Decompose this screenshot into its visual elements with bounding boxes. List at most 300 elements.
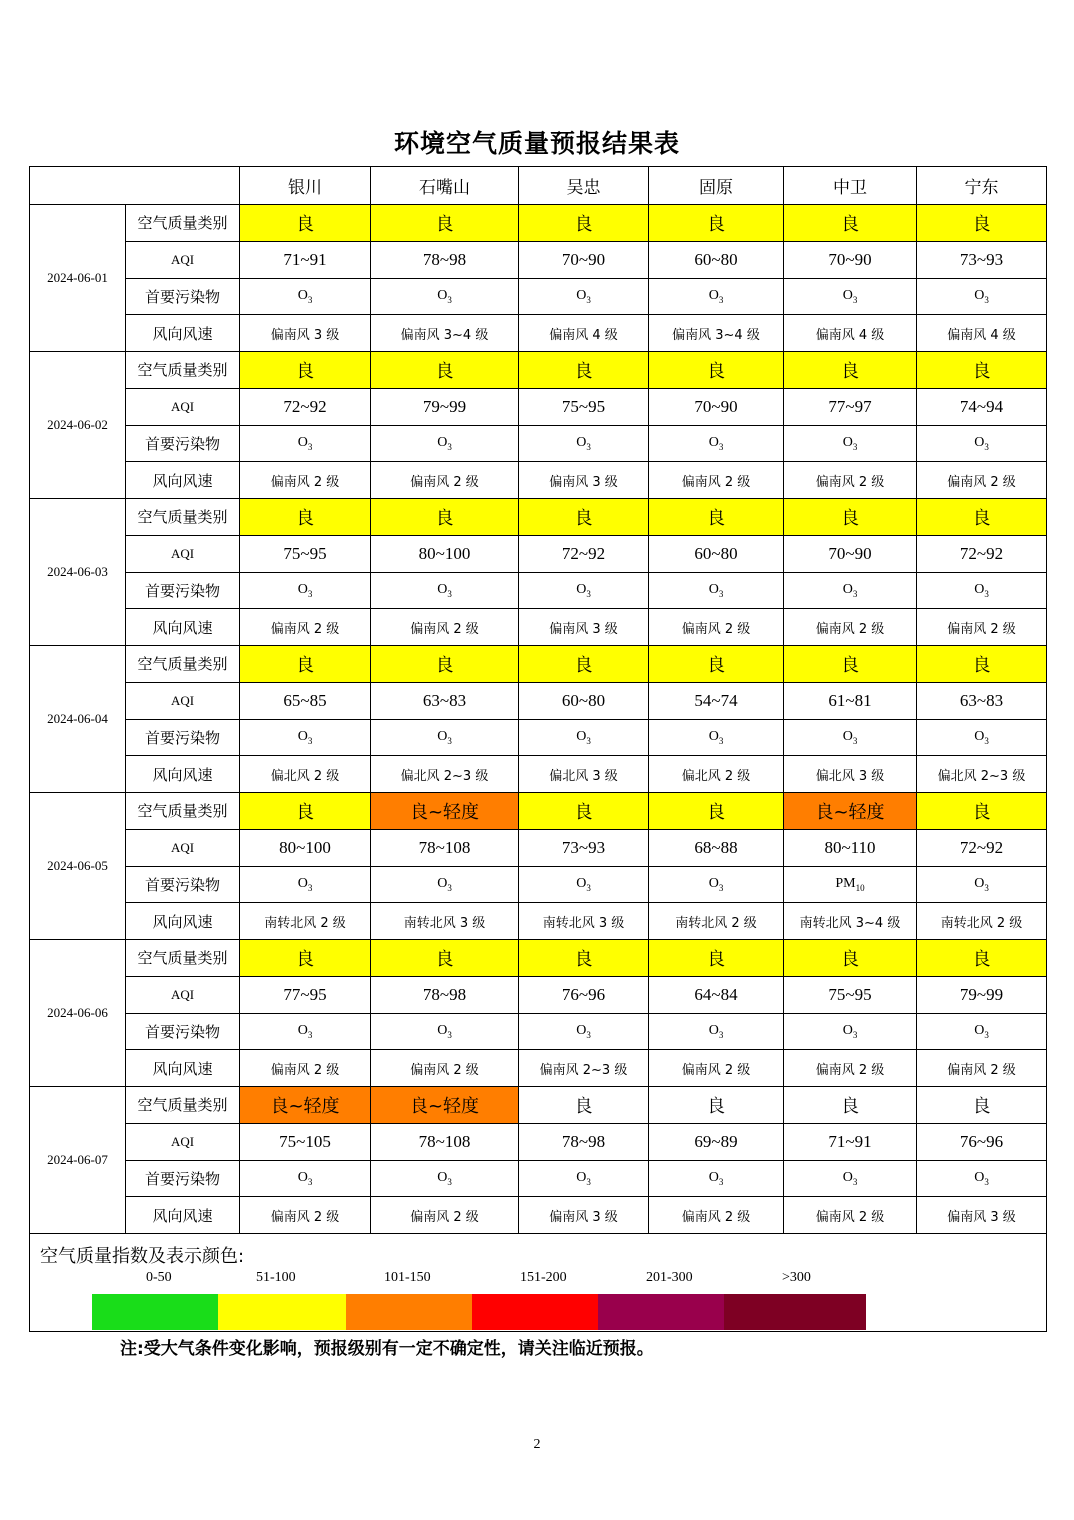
wind-cell: 南转北风 3~4 级 <box>784 903 917 940</box>
forecast-table <box>29 166 1047 1332</box>
pollutant-cell <box>917 719 1047 756</box>
pollutant-name: O <box>297 1022 308 1038</box>
forecast-row-category <box>30 940 1047 977</box>
category-cell: 良 <box>371 646 519 683</box>
pollutant-cell <box>240 719 371 756</box>
category-cell: 良 <box>371 499 519 536</box>
pollutant-name: O <box>576 1169 587 1185</box>
aqi-cell: 76~96 <box>519 976 649 1013</box>
pollutant-subscript: 3 <box>586 441 591 452</box>
wind-cell: 南转北风 3 级 <box>371 903 519 940</box>
pollutant-cell <box>240 278 371 315</box>
city-header-ningdong: 宁东 <box>917 167 1047 205</box>
legend-color-swatch <box>598 1294 724 1330</box>
category-cell: 良 <box>519 646 649 683</box>
pollutant-name: O <box>708 434 719 450</box>
pollutant-label: 首要污染物 <box>126 866 240 903</box>
pollutant-subscript: 3 <box>852 735 858 746</box>
pollutant-name: O <box>708 1169 719 1185</box>
aqi-cell: 79~99 <box>371 388 519 425</box>
forecast-row-pollutant <box>30 1013 1047 1050</box>
pollutant-subscript: 3 <box>984 1176 989 1187</box>
pollutant-subscript: 3 <box>984 1029 989 1040</box>
pollutant-cell <box>917 278 1047 315</box>
aqi-cell: 77~95 <box>240 976 371 1013</box>
pollutant-name: O <box>576 287 587 303</box>
forecast-row-pollutant <box>30 719 1047 756</box>
city-header-guyuan: 固原 <box>649 167 784 205</box>
pollutant-name: O <box>576 728 587 744</box>
aqi-label: AQI <box>126 829 240 866</box>
aqi-cell: 63~83 <box>917 682 1047 719</box>
forecast-row-wind <box>30 756 1047 793</box>
pollutant-subscript: 3 <box>447 1029 452 1040</box>
aqi-cell: 60~80 <box>649 535 784 572</box>
aqi-cell: 78~108 <box>371 1123 519 1160</box>
category-cell: 良 <box>371 940 519 977</box>
wind-label: 风向风速 <box>126 903 240 940</box>
pollutant-subscript: 3 <box>586 882 591 893</box>
pollutant-name: O <box>437 728 448 744</box>
forecast-row-category <box>30 646 1047 683</box>
pollutant-subscript: 3 <box>852 588 858 599</box>
wind-cell: 偏南风 4 级 <box>519 315 649 352</box>
date-cell: 2024-06-06 <box>30 940 126 1087</box>
wind-cell: 偏南风 2 级 <box>917 462 1047 499</box>
pollutant-subscript: 3 <box>307 1176 313 1187</box>
legend-range-label: 51-100 <box>256 1270 296 1285</box>
wind-cell: 偏北风 2~3 级 <box>917 756 1047 793</box>
category-cell: 良 <box>784 1087 917 1124</box>
wind-label: 风向风速 <box>126 462 240 499</box>
aqi-cell: 80~100 <box>371 535 519 572</box>
aqi-cell: 75~95 <box>784 976 917 1013</box>
aqi-cell: 75~95 <box>240 535 371 572</box>
aqi-cell: 70~90 <box>784 535 917 572</box>
pollutant-cell <box>519 278 649 315</box>
category-cell: 良 <box>649 499 784 536</box>
category-cell: 良 <box>917 793 1047 830</box>
category-cell: 良 <box>784 499 917 536</box>
wind-cell: 偏南风 3 级 <box>519 462 649 499</box>
category-label: 空气质量类别 <box>126 499 240 536</box>
wind-cell: 偏南风 2 级 <box>240 609 371 646</box>
pollutant-name: O <box>297 1169 308 1185</box>
page-number: 2 <box>533 1437 541 1452</box>
category-cell: 良 <box>519 352 649 389</box>
wind-cell: 偏南风 2 级 <box>649 462 784 499</box>
aqi-cell: 63~83 <box>371 682 519 719</box>
header-corner-cell <box>30 167 240 205</box>
legend-cell <box>30 1234 1047 1332</box>
aqi-cell: 65~85 <box>240 682 371 719</box>
category-cell: 良 <box>917 352 1047 389</box>
date-cell: 2024-06-03 <box>30 499 126 646</box>
pollutant-subscript: 3 <box>447 588 452 599</box>
wind-label: 风向风速 <box>126 609 240 646</box>
aqi-cell: 60~80 <box>519 682 649 719</box>
wind-cell: 偏南风 2 级 <box>649 609 784 646</box>
legend-color-swatch <box>346 1294 472 1330</box>
legend-range-label: 201-300 <box>646 1270 693 1285</box>
pollutant-cell <box>784 278 917 315</box>
pollutant-label: 首要污染物 <box>126 719 240 756</box>
pollutant-cell <box>519 1013 649 1050</box>
pollutant-cell <box>784 572 917 609</box>
pollutant-cell <box>371 719 519 756</box>
pollutant-name: O <box>576 434 587 450</box>
pollutant-subscript: 3 <box>984 882 989 893</box>
aqi-cell: 70~90 <box>649 388 784 425</box>
wind-label: 风向风速 <box>126 1197 240 1234</box>
aqi-label: AQI <box>126 1123 240 1160</box>
legend-range-label: >300 <box>782 1270 811 1285</box>
category-cell: 良 <box>917 205 1047 242</box>
wind-cell: 偏南风 2 级 <box>240 1050 371 1087</box>
header-row <box>30 167 1047 205</box>
pollutant-cell <box>240 572 371 609</box>
category-cell: 良 <box>240 793 371 830</box>
category-cell: 良 <box>649 940 784 977</box>
pollutant-cell <box>649 278 784 315</box>
aqi-cell: 71~91 <box>784 1123 917 1160</box>
page-title: 环境空气质量预报结果表 <box>393 129 680 158</box>
pollutant-subscript: 3 <box>984 441 989 452</box>
wind-cell: 偏南风 2 级 <box>371 462 519 499</box>
city-header-zhongwei: 中卫 <box>784 167 917 205</box>
aqi-label: AQI <box>126 388 240 425</box>
wind-cell: 偏北风 3 级 <box>784 756 917 793</box>
wind-cell: 偏北风 2 级 <box>240 756 371 793</box>
pollutant-name: PM <box>835 875 856 891</box>
wind-cell: 偏北风 3 级 <box>519 756 649 793</box>
forecast-row-wind <box>30 315 1047 352</box>
pollutant-subscript: 10 <box>855 882 865 893</box>
category-cell: 良 <box>649 793 784 830</box>
pollutant-name: O <box>297 287 308 303</box>
pollutant-cell <box>917 572 1047 609</box>
legend-range-label: 151-200 <box>520 1270 567 1285</box>
pollutant-name: O <box>974 728 985 744</box>
aqi-cell: 68~88 <box>649 829 784 866</box>
wind-cell: 偏南风 2 级 <box>649 1197 784 1234</box>
aqi-cell: 60~80 <box>649 241 784 278</box>
forecast-row-pollutant <box>30 572 1047 609</box>
aqi-cell: 72~92 <box>240 388 371 425</box>
pollutant-name: O <box>437 875 448 891</box>
category-cell: 良 <box>784 940 917 977</box>
forecast-row-aqi <box>30 241 1047 278</box>
wind-cell: 偏北风 2~3 级 <box>371 756 519 793</box>
pollutant-name: O <box>708 1022 719 1038</box>
pollutant-cell <box>649 719 784 756</box>
category-cell: 良 <box>784 646 917 683</box>
date-cell: 2024-06-04 <box>30 646 126 793</box>
forecast-row-pollutant <box>30 1160 1047 1197</box>
pollutant-subscript: 3 <box>718 735 724 746</box>
pollutant-cell <box>371 425 519 462</box>
pollutant-name: O <box>437 1022 448 1038</box>
pollutant-name: O <box>297 434 308 450</box>
aqi-cell: 78~98 <box>519 1123 649 1160</box>
aqi-cell: 73~93 <box>519 829 649 866</box>
pollutant-name: O <box>974 1169 985 1185</box>
pollutant-name: O <box>974 875 985 891</box>
forecast-note: 注:受大气条件变化影响，预报级别有一定不确定性，请关注临近预报。 <box>120 1339 654 1359</box>
pollutant-name: O <box>842 1169 853 1185</box>
wind-cell: 南转北风 3 级 <box>519 903 649 940</box>
forecast-row-wind <box>30 903 1047 940</box>
pollutant-subscript: 3 <box>586 735 591 746</box>
city-header-yinchuan: 银川 <box>240 167 371 205</box>
wind-label: 风向风速 <box>126 756 240 793</box>
aqi-cell: 70~90 <box>519 241 649 278</box>
pollutant-name: O <box>708 287 719 303</box>
pollutant-name: O <box>842 581 853 597</box>
pollutant-cell <box>784 719 917 756</box>
wind-cell: 偏南风 2 级 <box>917 1050 1047 1087</box>
pollutant-subscript: 3 <box>307 294 313 305</box>
legend-range-label: 101-150 <box>384 1270 431 1285</box>
aqi-cell: 70~90 <box>784 241 917 278</box>
category-cell: 良~轻度 <box>371 1087 519 1124</box>
pollutant-cell <box>519 572 649 609</box>
category-cell: 良 <box>649 646 784 683</box>
pollutant-subscript: 3 <box>586 1176 591 1187</box>
category-cell: 良 <box>371 352 519 389</box>
wind-cell: 偏南风 2 级 <box>784 1197 917 1234</box>
pollutant-name: O <box>974 287 985 303</box>
pollutant-cell <box>784 425 917 462</box>
pollutant-subscript: 3 <box>852 441 858 452</box>
forecast-row-aqi <box>30 976 1047 1013</box>
pollutant-subscript: 3 <box>586 294 591 305</box>
pollutant-name: O <box>437 287 448 303</box>
wind-cell: 偏南风 3 级 <box>519 1197 649 1234</box>
wind-cell: 偏北风 2 级 <box>649 756 784 793</box>
forecast-row-pollutant <box>30 425 1047 462</box>
pollutant-label: 首要污染物 <box>126 572 240 609</box>
pollutant-cell <box>784 866 917 903</box>
pollutant-cell <box>371 1013 519 1050</box>
forecast-row-aqi <box>30 829 1047 866</box>
pollutant-subscript: 3 <box>984 294 989 305</box>
pollutant-cell <box>371 1160 519 1197</box>
aqi-cell: 75~95 <box>519 388 649 425</box>
wind-label: 风向风速 <box>126 315 240 352</box>
aqi-cell: 78~108 <box>371 829 519 866</box>
wind-cell: 偏南风 2 级 <box>784 609 917 646</box>
pollutant-subscript: 3 <box>307 882 313 893</box>
wind-cell: 偏南风 2~3 级 <box>519 1050 649 1087</box>
category-cell: 良 <box>240 205 371 242</box>
forecast-table-body <box>30 167 1047 1332</box>
pollutant-cell <box>649 572 784 609</box>
aqi-cell: 72~92 <box>917 829 1047 866</box>
wind-cell: 偏南风 2 级 <box>240 1197 371 1234</box>
category-cell: 良 <box>240 940 371 977</box>
category-cell: 良 <box>519 499 649 536</box>
pollutant-name: O <box>842 287 853 303</box>
aqi-cell: 78~98 <box>371 976 519 1013</box>
pollutant-subscript: 3 <box>852 1029 858 1040</box>
aqi-cell: 78~98 <box>371 241 519 278</box>
category-cell: 良 <box>917 1087 1047 1124</box>
pollutant-name: O <box>974 434 985 450</box>
pollutant-name: O <box>297 875 308 891</box>
legend-color-swatch <box>472 1294 598 1330</box>
pollutant-subscript: 3 <box>718 1176 724 1187</box>
pollutant-cell <box>917 1013 1047 1050</box>
aqi-cell: 77~97 <box>784 388 917 425</box>
forecast-row-category <box>30 352 1047 389</box>
category-cell: 良 <box>649 352 784 389</box>
aqi-cell: 79~99 <box>917 976 1047 1013</box>
pollutant-cell <box>519 425 649 462</box>
pollutant-cell <box>240 866 371 903</box>
category-cell: 良 <box>519 793 649 830</box>
forecast-row-aqi <box>30 535 1047 572</box>
category-cell: 良 <box>240 646 371 683</box>
aqi-cell: 71~91 <box>240 241 371 278</box>
pollutant-cell <box>917 425 1047 462</box>
pollutant-name: O <box>437 434 448 450</box>
wind-cell: 偏南风 4 级 <box>917 315 1047 352</box>
pollutant-cell <box>519 866 649 903</box>
wind-cell: 偏南风 3~4 级 <box>371 315 519 352</box>
forecast-row-pollutant <box>30 866 1047 903</box>
category-cell: 良 <box>519 205 649 242</box>
aqi-cell: 72~92 <box>917 535 1047 572</box>
category-label: 空气质量类别 <box>126 1087 240 1124</box>
pollutant-subscript: 3 <box>852 294 858 305</box>
pollutant-cell <box>371 278 519 315</box>
pollutant-cell <box>240 1013 371 1050</box>
pollutant-subscript: 3 <box>447 294 452 305</box>
category-cell: 良 <box>240 352 371 389</box>
pollutant-name: O <box>708 728 719 744</box>
category-label: 空气质量类别 <box>126 646 240 683</box>
category-cell: 良 <box>917 646 1047 683</box>
pollutant-subscript: 3 <box>718 1029 724 1040</box>
pollutant-subscript: 3 <box>852 1176 858 1187</box>
pollutant-label: 首要污染物 <box>126 1013 240 1050</box>
wind-cell: 偏南风 3 级 <box>240 315 371 352</box>
pollutant-name: O <box>708 875 719 891</box>
forecast-row-category <box>30 793 1047 830</box>
category-cell: 良 <box>917 940 1047 977</box>
wind-cell: 南转北风 2 级 <box>917 903 1047 940</box>
city-header-wuzhong: 吴忠 <box>519 167 649 205</box>
category-cell: 良 <box>784 352 917 389</box>
pollutant-name: O <box>576 1022 587 1038</box>
aqi-cell: 74~94 <box>917 388 1047 425</box>
forecast-row-aqi <box>30 1123 1047 1160</box>
date-cell: 2024-06-02 <box>30 352 126 499</box>
pollutant-name: O <box>842 728 853 744</box>
pollutant-name: O <box>974 581 985 597</box>
pollutant-name: O <box>708 581 719 597</box>
pollutant-name: O <box>297 728 308 744</box>
category-cell: 良~轻度 <box>371 793 519 830</box>
pollutant-subscript: 3 <box>718 588 724 599</box>
wind-cell: 偏南风 2 级 <box>240 462 371 499</box>
pollutant-cell <box>649 866 784 903</box>
pollutant-subscript: 3 <box>447 882 452 893</box>
wind-cell: 偏南风 2 级 <box>784 1050 917 1087</box>
legend-color-swatch <box>92 1294 218 1330</box>
wind-label: 风向风速 <box>126 1050 240 1087</box>
pollutant-subscript: 3 <box>586 588 591 599</box>
wind-cell: 偏南风 3 级 <box>519 609 649 646</box>
forecast-row-pollutant <box>30 278 1047 315</box>
aqi-cell: 69~89 <box>649 1123 784 1160</box>
category-cell: 良 <box>917 499 1047 536</box>
forecast-row-aqi <box>30 682 1047 719</box>
pollutant-cell <box>371 866 519 903</box>
pollutant-name: O <box>576 875 587 891</box>
pollutant-subscript: 3 <box>307 1029 313 1040</box>
pollutant-subscript: 3 <box>718 441 724 452</box>
pollutant-cell <box>649 1013 784 1050</box>
category-label: 空气质量类别 <box>126 793 240 830</box>
wind-cell: 偏南风 3~4 级 <box>649 315 784 352</box>
wind-cell: 偏南风 3 级 <box>917 1197 1047 1234</box>
category-cell: 良 <box>649 1087 784 1124</box>
aqi-label: AQI <box>126 682 240 719</box>
pollutant-label: 首要污染物 <box>126 425 240 462</box>
category-cell: 良 <box>649 205 784 242</box>
category-cell: 良 <box>519 940 649 977</box>
wind-cell: 偏南风 2 级 <box>917 609 1047 646</box>
wind-cell: 偏南风 2 级 <box>371 609 519 646</box>
pollutant-subscript: 3 <box>447 735 452 746</box>
pollutant-subscript: 3 <box>718 882 724 893</box>
aqi-label: AQI <box>126 976 240 1013</box>
aqi-cell: 75~105 <box>240 1123 371 1160</box>
forecast-row-category <box>30 1087 1047 1124</box>
pollutant-label: 首要污染物 <box>126 1160 240 1197</box>
pollutant-cell <box>371 572 519 609</box>
aqi-cell: 72~92 <box>519 535 649 572</box>
pollutant-subscript: 3 <box>718 294 724 305</box>
forecast-row-wind <box>30 462 1047 499</box>
aqi-cell: 61~81 <box>784 682 917 719</box>
pollutant-subscript: 3 <box>307 441 313 452</box>
aqi-label: AQI <box>126 241 240 278</box>
pollutant-subscript: 3 <box>586 1029 591 1040</box>
aqi-cell: 64~84 <box>649 976 784 1013</box>
category-cell: 良 <box>371 205 519 242</box>
aqi-cell: 73~93 <box>917 241 1047 278</box>
pollutant-name: O <box>974 1022 985 1038</box>
legend-range-label: 0-50 <box>146 1270 172 1285</box>
forecast-row-category <box>30 205 1047 242</box>
forecast-row-aqi <box>30 388 1047 425</box>
category-label: 空气质量类别 <box>126 205 240 242</box>
pollutant-label: 首要污染物 <box>126 278 240 315</box>
forecast-row-wind <box>30 609 1047 646</box>
category-label: 空气质量类别 <box>126 940 240 977</box>
pollutant-cell <box>784 1160 917 1197</box>
pollutant-name: O <box>842 1022 853 1038</box>
pollutant-cell <box>519 719 649 756</box>
pollutant-name: O <box>437 581 448 597</box>
pollutant-cell <box>917 1160 1047 1197</box>
pollutant-subscript: 3 <box>307 588 313 599</box>
wind-cell: 偏南风 2 级 <box>371 1197 519 1234</box>
pollutant-subscript: 3 <box>307 735 313 746</box>
